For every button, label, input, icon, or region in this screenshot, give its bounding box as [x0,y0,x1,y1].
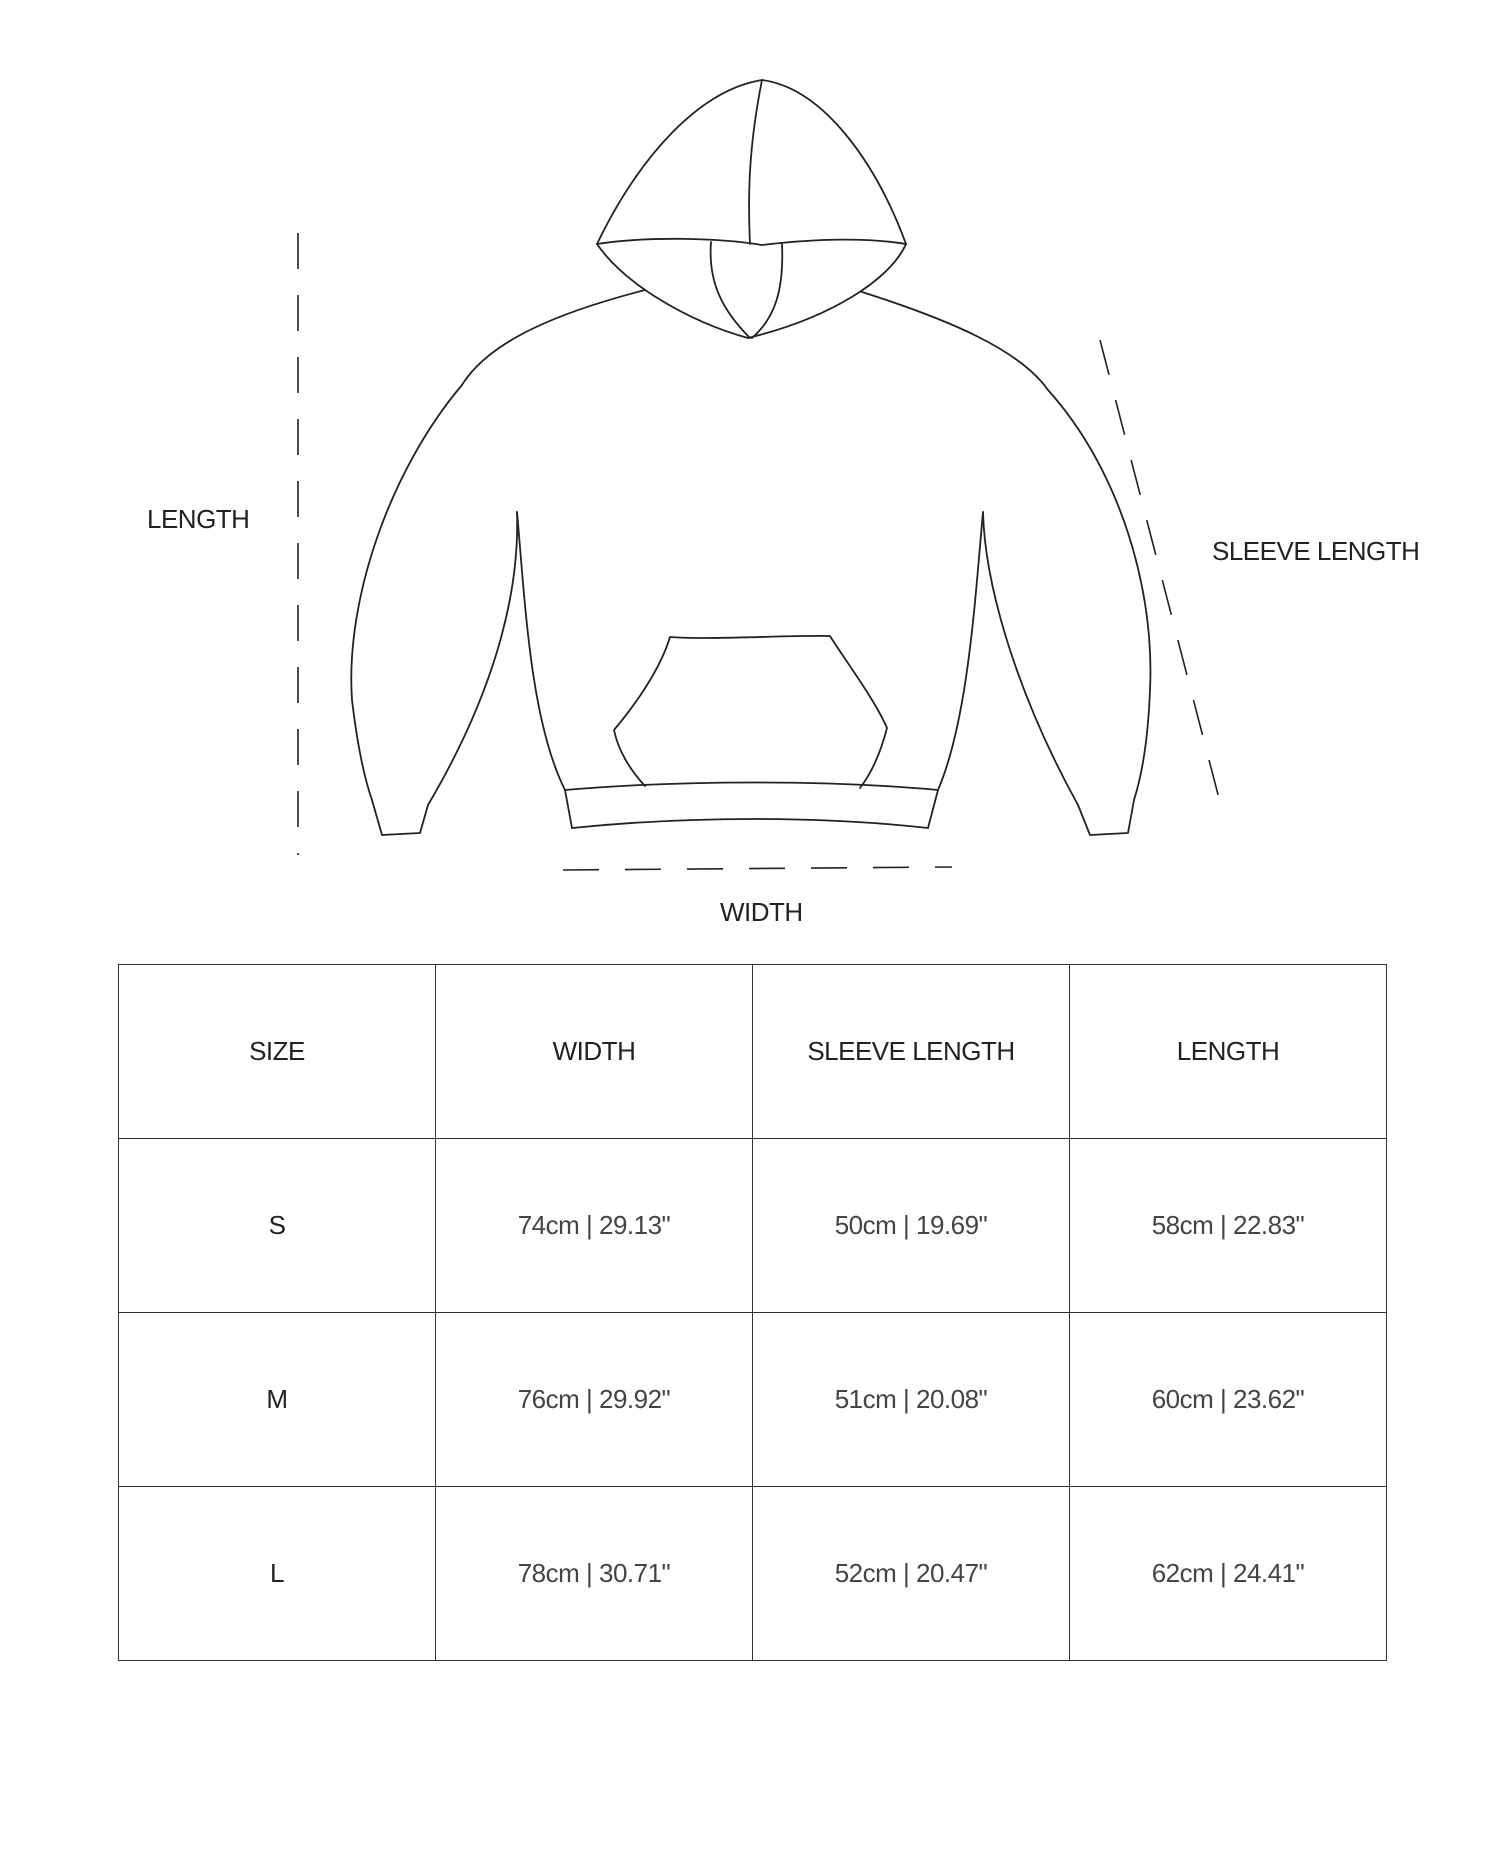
size-cell: L [119,1487,436,1661]
width-cell: 76cm | 29.92" [436,1313,753,1487]
size-chart-table [118,964,1387,1661]
shoulder-left [462,290,645,385]
sleeve-length-label: SLEEVE LENGTH [1212,536,1420,566]
cuff-left [372,800,428,835]
table-row [119,1313,1387,1487]
hem-top [565,783,938,791]
sleeve-length-cell: 51cm | 20.08" [753,1313,1070,1487]
body-right [938,512,983,790]
header-sleeve-length: SLEEVE LENGTH [753,965,1070,1139]
size-cell: S [119,1139,436,1313]
hood-opening [597,239,906,245]
table-header-row [119,965,1387,1139]
hood-inner-right [752,244,782,338]
hood-lower-left [597,244,748,338]
width-label: WIDTH [720,897,803,927]
pocket [614,636,887,788]
width-cell: 78cm | 30.71" [436,1487,753,1661]
width-cell: 74cm | 29.13" [436,1139,753,1313]
hood-seam [749,80,762,244]
sleeve-length-cell: 50cm | 19.69" [753,1139,1070,1313]
shoulder-right [862,292,1048,390]
hood-inner-left [711,242,750,338]
sleeve-right-outer [1048,390,1150,800]
width-dashed-line [563,867,952,870]
measure-lines [298,233,1222,870]
hood-lower-right [748,244,906,338]
header-width: WIDTH [436,965,753,1139]
hem-bottom [572,819,928,828]
header-length: LENGTH [1070,965,1387,1139]
table-row [119,1139,1387,1313]
cuff-right [1078,800,1134,835]
size-cell: M [119,1313,436,1487]
length-label: LENGTH [147,504,250,534]
hem-right-side [928,790,938,828]
hoodie-outline-icon [351,80,1150,835]
sleeve-dashed-line [1100,340,1222,810]
header-size: SIZE [119,965,436,1139]
sleeve-length-cell: 52cm | 20.47" [753,1487,1070,1661]
sleeve-right-inner [983,512,1078,805]
body-left [517,512,565,790]
table-row [119,1487,1387,1661]
sleeve-left-inner [428,512,517,805]
length-cell: 62cm | 24.41" [1070,1487,1387,1661]
sleeve-left-outer [351,385,462,800]
length-cell: 60cm | 23.62" [1070,1313,1387,1487]
length-cell: 58cm | 22.83" [1070,1139,1387,1313]
hem-left-side [565,790,572,828]
